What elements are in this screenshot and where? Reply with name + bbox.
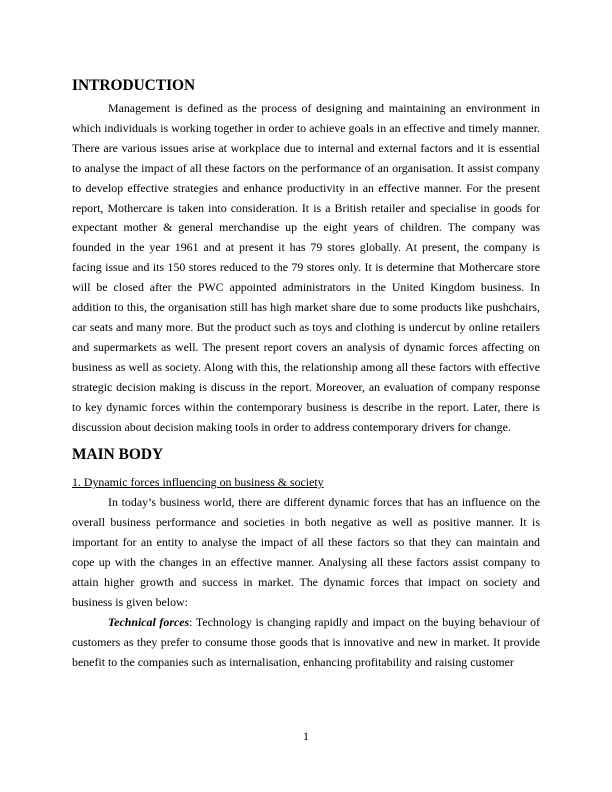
technical-forces-term: Technical forces [108, 614, 190, 629]
introduction-paragraph: Management is defined as the process of designing and maintaining an environment in which individuals is working together in order to achieve goals in an effective and timely manner. There are various issues arise at workplace due to internal and external factors and it is essential to analyse the impact of all these factors on the performance of an organisation. It assist company to develop effective strategies and enhance productivity in an effective manner. For the present report, Mothercare is taken into consideration. It is a British retailer and specialise in goods for expectant mother & general merchandise up the eight years of children. The company was founded in the year 1961 and at present it has 79 stores globally. At present, the company is facing issue and its 150 stores reduced to the 79 stores only. It is determine that Mothercare store will be closed after the PWC appointed administrators in the United Kingdom business. In addition to this, the organisation still has high market share due to some products like pushchairs, car seats and many more. But the product such as toys and clothing is undercut by online retailers and supermarkets as well. The present report covers an analysis of dynamic forces affecting on business as well as society. Along with this, the relationship among all these factors with effective strategic decision making is discuss in the report. Moreover, an evaluation of company response to key dynamic forces within the contemporary business is describe in the report. Later, there is discussion about decision making tools in order to address contemporary drivers for change. [72, 101, 540, 434]
section-title: 1. Dynamic forces influencing on business & society [72, 475, 324, 490]
technical-forces-text: : Technology is changing rapidly and impact on the buying behaviour of customers as they prefer to consume those goods that is innovative and new in market. It provide benefit to the companies such as internalisation, enhancing profitability and raising customer [72, 614, 540, 669]
introduction-heading: INTRODUCTION [72, 77, 196, 94]
technical-forces-paragraph [72, 613, 540, 673]
main-body-heading: MAIN BODY [72, 446, 164, 464]
page-number: 1 [303, 729, 309, 743]
dynamic-forces-paragraph: In today’s business world, there are different dynamic forces that has an influence on the overall business performance and societies in both negative as well as positive manner. It is important for an entity to analyse the impact of all these factors so that they can maintain and cope up with the changes in an effective manner. Analysing all these factors assist company to attain higher growth and success in market. The dynamic forces that impact on society and business is given below: [72, 495, 540, 609]
document-page [72, 76, 540, 673]
